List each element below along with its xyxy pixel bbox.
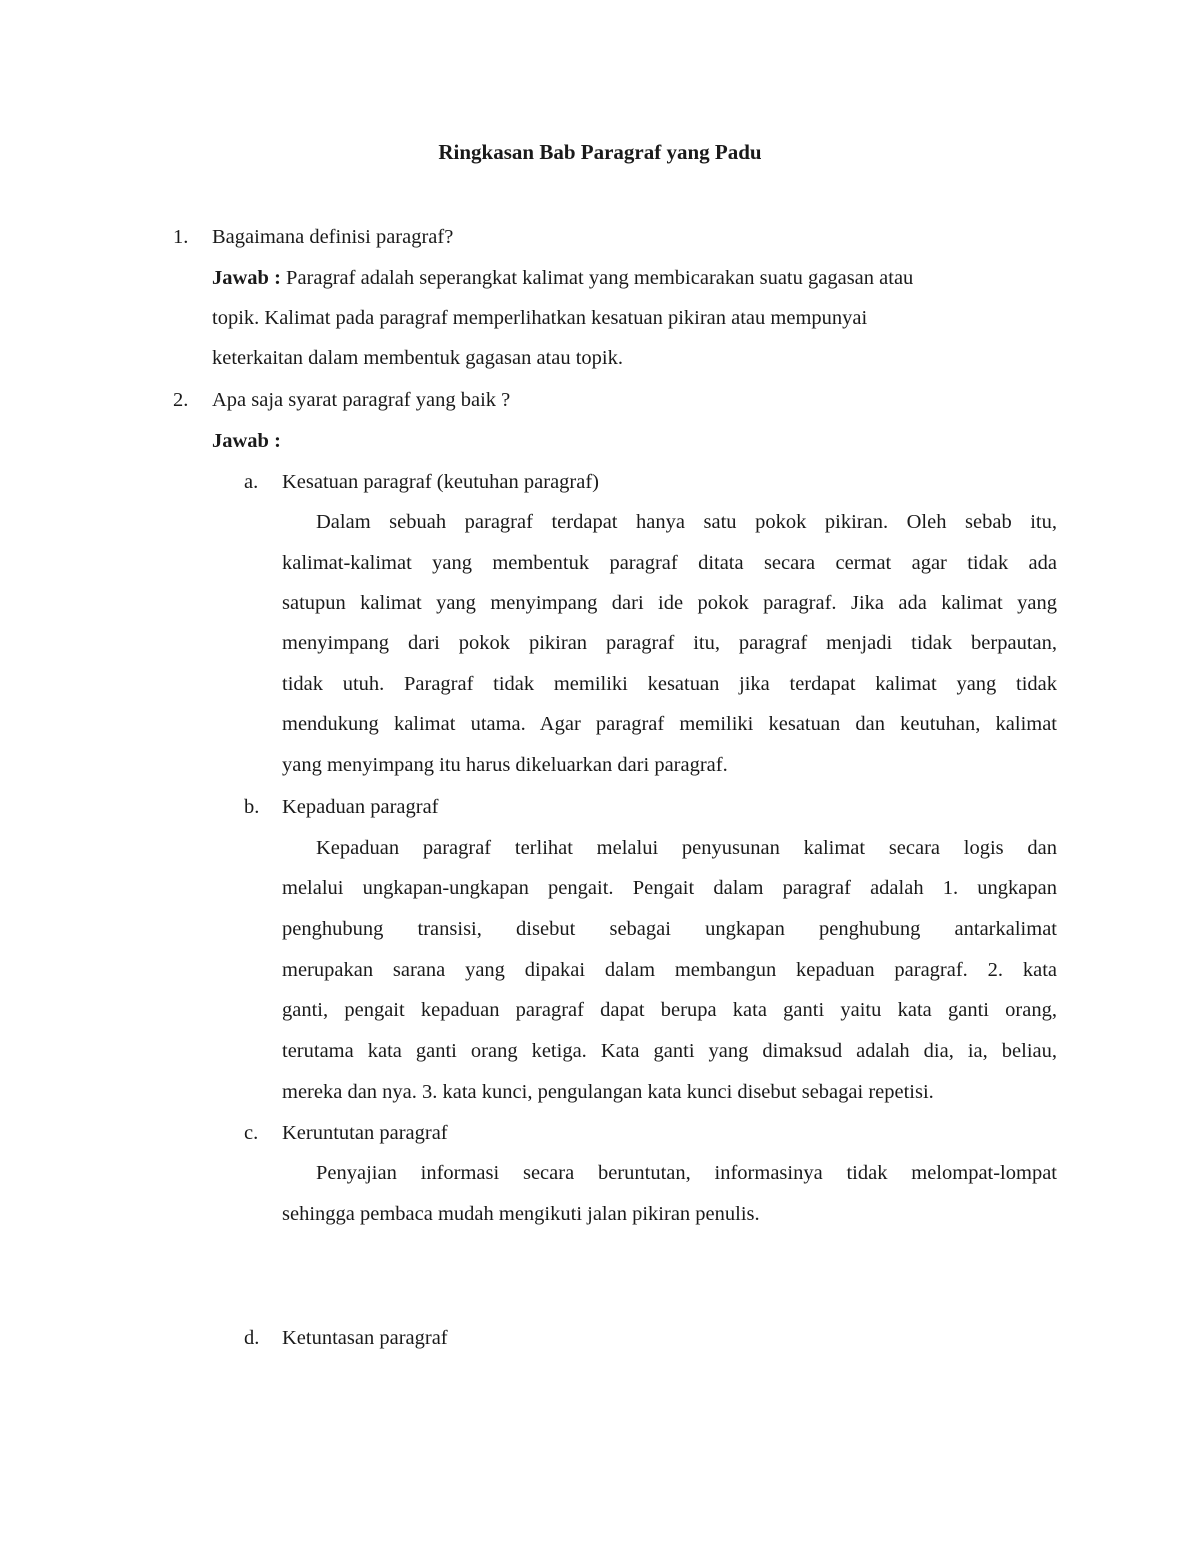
item-b-line-1: Kepaduan paragraf terlihat melalui penyusunan kalimat secara logis dan [316,837,1057,859]
item-b-letter: b. [244,796,260,818]
q1-answer-text-1: Paragraf adalah seperangkat kalimat yang membicarakan suatu gagasan atau [286,267,914,289]
item-b-line-7: mereka dan nya. 3. kata kunci, pengulangan kata kunci disebut sebagai repetisi. [282,1081,934,1103]
item-c-letter: c. [244,1122,259,1144]
item-c-line-2: sehingga pembaca mudah mengikuti jalan pikiran penulis. [282,1203,760,1225]
q2-question: Apa saja syarat paragraf yang baik ? [212,389,511,411]
item-a-line-6: mendukung kalimat utama. Agar paragraf memiliki kesatuan dan keutuhan, kalimat [282,713,1057,735]
item-a-line-4: menyimpang dari pokok pikiran paragraf itu, paragraf menjadi tidak berpautan, [282,632,1057,654]
q1-answer-line-3: keterkaitan dalam membentuk gagasan atau topik. [212,347,623,369]
item-c-heading: Keruntutan paragraf [282,1122,448,1144]
item-c-line-1: Penyajian informasi secara beruntutan, informasinya tidak melompat-lompat [316,1162,1057,1184]
q2-number: 2. [173,389,189,411]
item-a-line-3: satupun kalimat yang menyimpang dari ide pokok paragraf. Jika ada kalimat yang [282,592,1057,614]
item-d-heading: Ketuntasan paragraf [282,1327,448,1349]
item-a-line-5: tidak utuh. Paragraf tidak memiliki kesatuan jika terdapat kalimat yang tidak [282,673,1057,695]
item-a-letter: a. [244,471,259,493]
item-d-letter: d. [244,1327,260,1349]
q1-answer-label: Jawab : [212,267,281,289]
item-b-line-6: terutama kata ganti orang ketiga. Kata ganti yang dimaksud adalah dia, ia, beliau, [282,1040,1057,1062]
q1-answer-line-2: topik. Kalimat pada paragraf memperlihatkan kesatuan pikiran atau mempunyai [212,307,868,329]
item-b-line-2: melalui ungkapan-ungkapan pengait. Pengait dalam paragraf adalah 1. ungkapan [282,877,1057,899]
item-a-heading: Kesatuan paragraf (keutuhan paragraf) [282,471,599,493]
q1-number: 1. [173,226,189,248]
q1-question: Bagaimana definisi paragraf? [212,226,454,248]
page-title: Ringkasan Bab Paragraf yang Padu [438,140,762,164]
item-b-line-4: merupakan sarana yang dipakai dalam membangun kepaduan paragraf. 2. kata [282,959,1057,981]
item-b-line-5: ganti, pengait kepaduan paragraf dapat berupa kata ganti yaitu kata ganti orang, [282,999,1057,1021]
q1-answer-line-1 [212,263,913,293]
item-a-line-2: kalimat-kalimat yang membentuk paragraf ditata secara cermat agar tidak ada [282,552,1057,574]
item-b-heading: Kepaduan paragraf [282,796,439,818]
item-a-line-7: yang menyimpang itu harus dikeluarkan dari paragraf. [282,754,728,776]
item-a-line-1: Dalam sebuah paragraf terdapat hanya satu pokok pikiran. Oleh sebab itu, [316,511,1057,533]
item-b-line-3: penghubung transisi, disebut sebagai ungkapan penghubung antarkalimat [282,918,1057,940]
q2-answer-label: Jawab : [212,430,281,452]
